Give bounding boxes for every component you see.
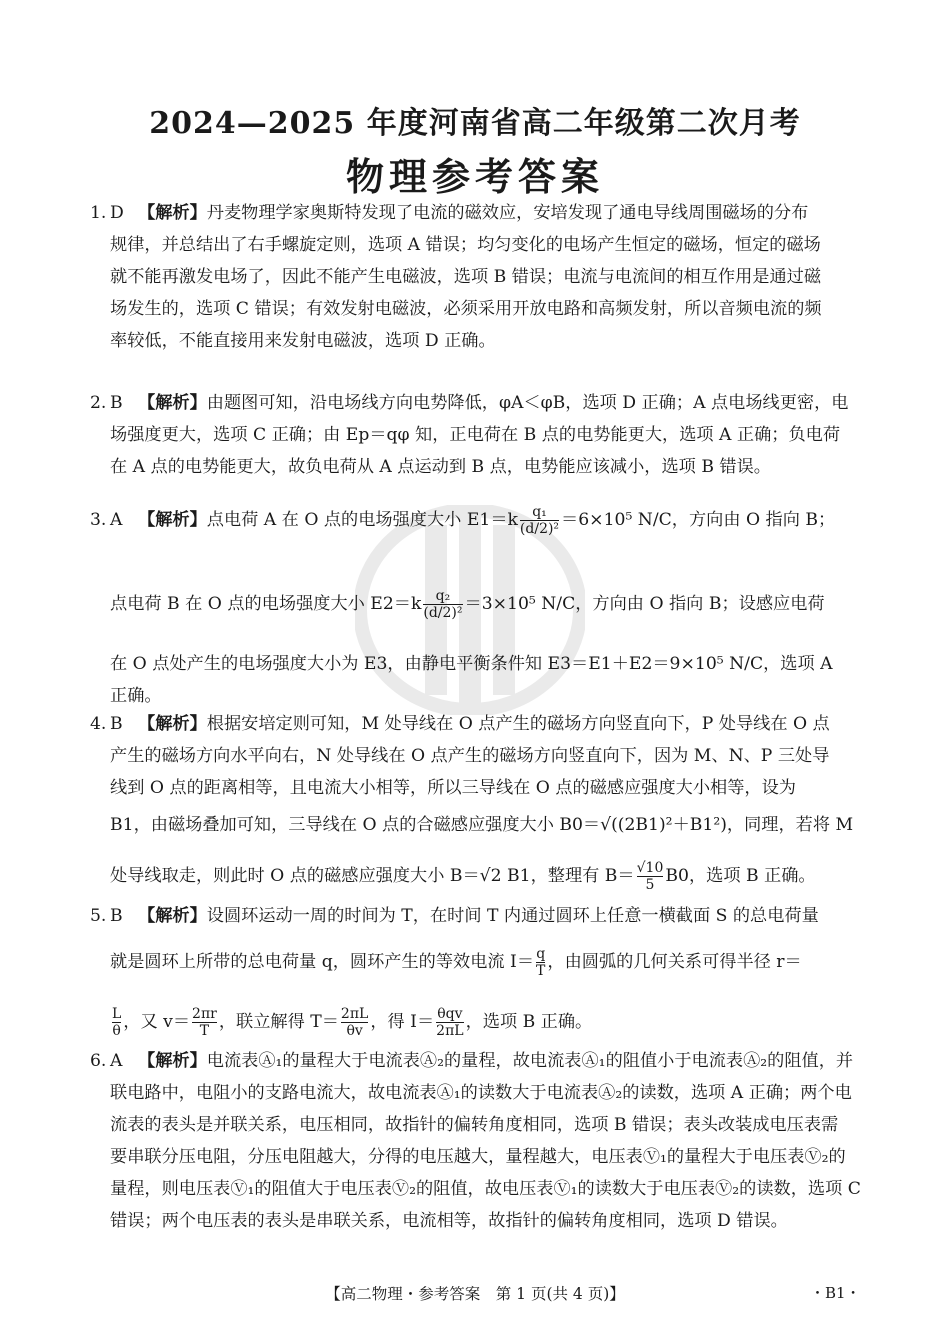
explanation-line: 错误；两个电压表的表头是串联关系，电流相等，故指针的偏转角度相同，选项 D 错误。 (110, 1211, 788, 1231)
question-1 (90, 197, 862, 357)
answer-letter: A (110, 510, 123, 530)
explanation-line: 处导线取走，则此时 O 点的磁感应强度大小 B＝√2 B1，整理有 B＝ (110, 866, 635, 886)
question-number: 4. (90, 714, 107, 734)
answer-letter: B (110, 714, 123, 734)
explanation-line: 在 A 点的电势能更大，故负电荷从 A 点运动到 B 点，电势能应该减小，选项 B 错误。 (110, 457, 771, 477)
answer-letter: B (110, 906, 123, 926)
explanation-line: 丹麦物理学家奥斯特发现了电流的磁效应，安培发现了通电导线周围磁场的分布 (206, 203, 809, 223)
fraction: $\frac{\text{q₂}}{\text{(d/2)²}}$ (423, 588, 463, 621)
fraction: $\frac{2\pi r}{T}$ (192, 1006, 217, 1039)
explanation-line: 电流表Ⓐ₁的量程大于电流表Ⓐ₂的量程，故电流表Ⓐ₁的阻值小于电流表Ⓐ₂的阻值，并 (206, 1051, 854, 1071)
explanation-line: 由题图可知，沿电场线方向电势降低，φA＜φB，选项 D 正确；A 点电场线更密，电 (206, 393, 849, 413)
explanation-line: ，由圆弧的几何关系可得半径 r＝ (547, 952, 802, 972)
question-3 (90, 490, 862, 712)
analysis-tag: 【解析】 (138, 1051, 207, 1071)
question-number: 1. (90, 203, 107, 223)
explanation-line: 量程，则电压表Ⓥ₁的阻值大于电压表Ⓥ₂的阻值，故电压表Ⓥ₁的读数大于电压表Ⓥ₂的读数，选项 C (110, 1179, 861, 1199)
explanation-line: 设圆环运动一周的时间为 T，在时间 T 内通过圆环上任意一横截面 S 的总电荷量 (206, 906, 819, 926)
page-code: ・B1・ (810, 1284, 861, 1302)
explanation-line: 根据安培定则可知，M 处导线在 O 点产生的磁场方向竖直向下，P 处导线在 O 点 (206, 714, 830, 734)
explanation-line: 在 O 点处产生的电场强度大小为 E3，由静电平衡条件知 E3＝E1＋E2＝9×10⁵ N/C，选项 A (110, 654, 833, 674)
fraction: $\frac{\text{q₁}}{\text{(d/2)²}}$ (519, 504, 560, 537)
explanation-line: B0，选项 B 正确。 (665, 866, 816, 886)
explanation-line: 联电路中，电阻小的支路电流大，故电流表Ⓐ₁的读数大于电流表Ⓐ₂的读数，选项 A 正确；两个电 (110, 1083, 852, 1103)
question-2 (90, 387, 862, 483)
answer-letter: A (110, 1051, 123, 1071)
analysis-tag: 【解析】 (138, 510, 207, 530)
explanation-line: ，选项 B 正确。 (465, 1012, 593, 1032)
explanation-line: 正确。 (110, 686, 162, 706)
explanation-line: 流表的表头是并联关系，电压相同，故指针的偏转角度相同，选项 B 错误；表头改装成电压表需 (110, 1115, 839, 1135)
answer-letter: B (110, 393, 123, 413)
question-number: 5. (90, 906, 107, 926)
explanation-line: 场发生的，选项 C 错误；有效发射电磁波，必须采用开放电路和高频发射，所以音频电流的频 (110, 299, 822, 319)
explanation-line: 点电荷 B 在 O 点的电场强度大小 E2＝k (110, 594, 422, 614)
explanation-line: 要串联分压电阻，分压电阻越大，分得的电压越大，量程越大，电压表Ⓥ₁的量程大于电压表Ⓥ₂的 (110, 1147, 846, 1167)
analysis-tag: 【解析】 (138, 203, 207, 223)
analysis-tag: 【解析】 (138, 393, 207, 413)
question-5 (90, 900, 862, 1052)
explanation-line: ，得 I＝ (370, 1012, 435, 1032)
page-footer: 【高二物理・参考答案 第 1 页(共 4 页)】 (325, 1285, 625, 1303)
fraction: $\frac{q}{T}$ (536, 946, 546, 979)
analysis-tag: 【解析】 (138, 906, 207, 926)
explanation-line: ，又 v＝ (123, 1012, 191, 1032)
page-title: 2024—2025 年度河南省高二年级第二次月考 (149, 106, 801, 141)
explanation-line: 线到 O 点的距离相等，且电流大小相等，所以三导线在 O 点的磁感应强度大小相等，设为 (110, 778, 796, 798)
answer-letter: D (110, 203, 124, 223)
fraction: $\frac{L}{\theta}$ (112, 1006, 122, 1039)
explanation-line: 点电荷 A 在 O 点的电场强度大小 E1＝k (206, 510, 518, 530)
question-6 (90, 1045, 862, 1237)
explanation-line: 产生的磁场方向水平向右，N 处导线在 O 点产生的磁场方向竖直向下，因为 M、N、P 三处导 (110, 746, 830, 766)
explanation-line: 场强度更大，选项 C 正确；由 Ep＝qφ 知，正电荷在 B 点的电势能更大，选项 A 正确；负电荷 (110, 425, 841, 445)
explanation-line: 规律，并总结出了右手螺旋定则，选项 A 错误；均匀变化的电场产生恒定的磁场，恒定的磁场 (110, 235, 821, 255)
explanation-line: ＝3×10⁵ N/C，方向由 O 指向 B；设感应电荷 (464, 594, 825, 614)
fraction: $\frac{√10}{5}$ (636, 860, 664, 893)
question-number: 3. (90, 510, 107, 530)
question-number: 6. (90, 1051, 107, 1071)
explanation-line: 率较低，不能直接用来发射电磁波，选项 D 正确。 (110, 331, 496, 351)
explanation-line: 就是圆环上所带的总电荷量 q，圆环产生的等效电流 I＝ (110, 952, 535, 972)
explanation-line: ，联立解得 T＝ (218, 1012, 339, 1032)
explanation-line: ＝6×10⁵ N/C，方向由 O 指向 B； (561, 510, 836, 530)
question-number: 2. (90, 393, 107, 413)
analysis-tag: 【解析】 (138, 714, 207, 734)
fraction: $\frac{\text{θqv}}{2\pi L}$ (436, 1006, 464, 1039)
explanation-line: 就不能再激发电场了，因此不能产生电磁波，选项 B 错误；电流与电流间的相互作用是通过磁 (110, 267, 822, 287)
fraction: $\frac{2\pi L}{\theta v}$ (340, 1006, 369, 1039)
page-subtitle: 物理参考答案 (345, 154, 604, 199)
question-4 (90, 708, 862, 906)
explanation-line: B1，由磁场叠加可知，三导线在 O 点的合磁感应强度大小 B0＝√((2B1)²＋B1²)，同理，若将 M (110, 815, 854, 835)
